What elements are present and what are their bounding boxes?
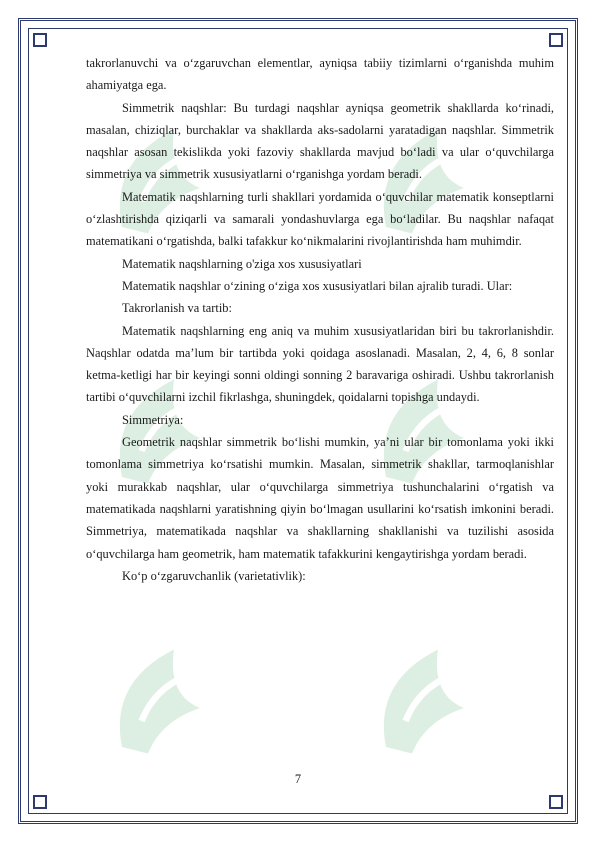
paragraph: Matematik naqshlarning turli shakllari yordamida o‘quvchilar matematik konseptlarni o‘zlashtirishda qiziqarli va samarali yondashuvlarga ega bo‘ladilar. Bu naqshlar nafaqat matematikani o‘rgatishda, balki tafakkur ko‘nikmalarini rivojlantirishda ham muhimdir. bbox=[86, 189, 554, 249]
paragraph: Matematik naqshlarning eng aniq va muhim xususiyatlaridan biri bu takrorlanishdir. Naqshlar odatda ma’lum bir tartibda yoki qoidaga asoslanadi. Masalan, 2, 4, 6, 8 sonlar ketma-ketligi har bir keyingi sonni oldingi sonning 2 baravariga oshiradi. Ushbu takrorlanish tartibi o‘quvchilarni izchil fikrlashga, shuningdek, qoidalarni topishga undaydi. bbox=[86, 323, 554, 405]
page-number: 7 bbox=[294, 772, 302, 786]
paragraph: Geometrik naqshlar simmetrik bo‘lishi mumkin, ya’ni ular bir tomonlama yoki ikki tomonlama simmetriya ko‘rsatishi mumkin. Masalan, simmetrik shakllar, tarmoqlanishlar yoki murakkab naqshlar, ular o‘quvchilarga simmetriya tushunchalarini o‘rgatish va matematikada naqshlarni yaratishning qiyin bo‘lmagan usullarini ko‘rsatish imkonini beradi. Simmetriya, matematikada naqshlar va shakllarning shakllanishi va tuzilishi asosida o‘quvchilarga ham geometrik, ham matematik tafakkurini kengaytirishga yordam beradi. bbox=[86, 435, 554, 561]
subsection-heading: Simmetriya: bbox=[122, 412, 184, 427]
paragraph: Simmetrik naqshlar: Bu turdagi naqshlar ayniqsa geometrik shakllarda ko‘rinadi, masalan, chiziqlar, burchaklar va shakllarda aks-sadolarni yaratadigan naqshlar. Simmetrik naqshlar asosan tekislikda yoki fazoviy shakllarda mavjud bo‘ladi va ular o‘quvchilarga simmetriya va simmetrik xususiyatlarni o‘rganishga yordam beradi. bbox=[86, 100, 554, 182]
document-body bbox=[86, 52, 554, 587]
paragraph: Matematik naqshlar o‘zining o‘ziga xos xususiyatlari bilan ajralib turadi. Ular: bbox=[122, 278, 513, 293]
paragraph: takrorlanuvchi va o‘zgaruvchan elementlar, ayniqsa tabiiy tizimlarni o‘rganishda muhim ahamiyatga ega. bbox=[86, 56, 554, 93]
subsection-heading: Ko‘p o‘zgaruvchanlik (varietativlik): bbox=[122, 568, 306, 583]
subsection-heading: Takrorlanish va tartib: bbox=[122, 301, 232, 316]
section-heading: Matematik naqshlarning o'ziga xos xususiyatlari bbox=[122, 256, 362, 271]
